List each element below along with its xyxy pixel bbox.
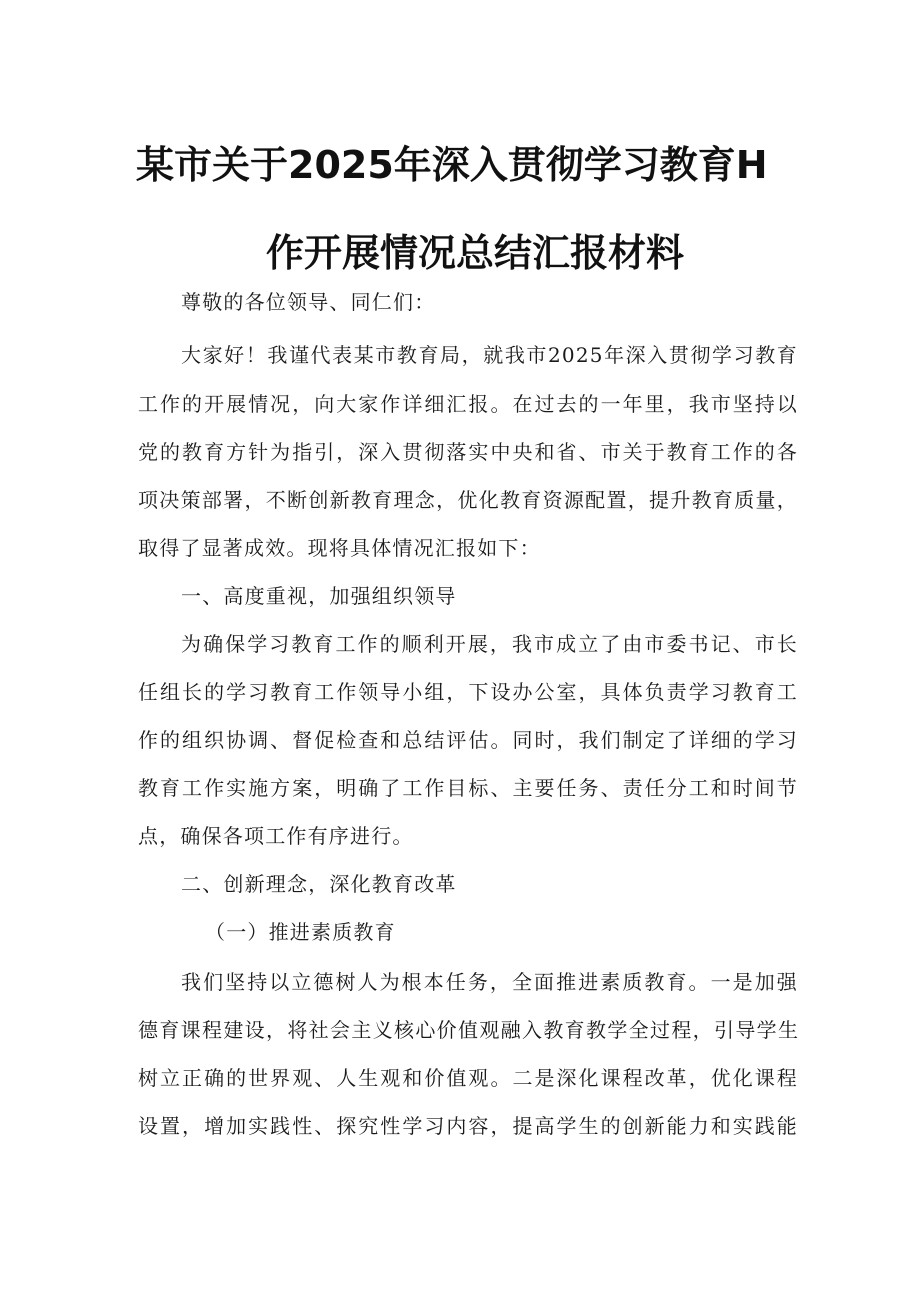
paragraph-line: 德育课程建设，将社会主义核心价值观融入教育教学全过程，引导学生 bbox=[138, 1018, 798, 1042]
salutation: 尊敬的各位领导、同仁们： bbox=[181, 290, 436, 314]
paragraph-line: 为确保学习教育工作的顺利开展，我市成立了由市委书记、市长 bbox=[181, 632, 798, 656]
section-heading-1: 一、高度重视，加强组织领导 bbox=[181, 584, 457, 608]
paragraph-line: 工作的开展情况，向大家作详细汇报。在过去的一年里，我市坚持以 bbox=[138, 392, 798, 416]
paragraph-line: 树立正确的世界观、人生观和价值观。二是深化课程改革，优化课程 bbox=[138, 1066, 798, 1090]
paragraph-line: 取得了显著成效。现将具体情况汇报如下： bbox=[138, 536, 541, 560]
paragraph-line: 设置，增加实践性、探究性学习内容，提高学生的创新能力和实践能 bbox=[138, 1114, 798, 1138]
subsection-heading: （一）推进素质教育 bbox=[205, 920, 396, 944]
document-title-line-2: 作开展情况总结汇报材料 bbox=[266, 231, 685, 275]
paragraph-line: 教育工作实施方案，明确了工作目标、主要任务、责任分工和时间节 bbox=[138, 776, 798, 800]
section-heading-2: 二、创新理念，深化教育改革 bbox=[181, 872, 457, 896]
paragraph-line: 大家好！我谨代表某市教育局，就我市2025年深入贯彻学习教育 bbox=[181, 343, 798, 367]
paragraph-line: 党的教育方针为指引，深入贯彻落实中央和省、市关于教育工作的各 bbox=[138, 440, 798, 464]
paragraph-line: 任组长的学习教育工作领导小组，下设办公室，具体负责学习教育工 bbox=[138, 680, 798, 704]
paragraph-line: 作的组织协调、督促检查和总结评估。同时，我们制定了详细的学习 bbox=[138, 728, 798, 752]
paragraph-line: 我们坚持以立德树人为根本任务，全面推进素质教育。一是加强 bbox=[181, 970, 798, 994]
document-title-line-1: 某市关于2025年深入贯彻学习教育H bbox=[136, 143, 768, 187]
paragraph-line: 点，确保各项工作有序进行。 bbox=[138, 824, 414, 848]
paragraph-line: 项决策部署，不断创新教育理念，优化教育资源配置，提升教育质量， bbox=[138, 488, 798, 512]
